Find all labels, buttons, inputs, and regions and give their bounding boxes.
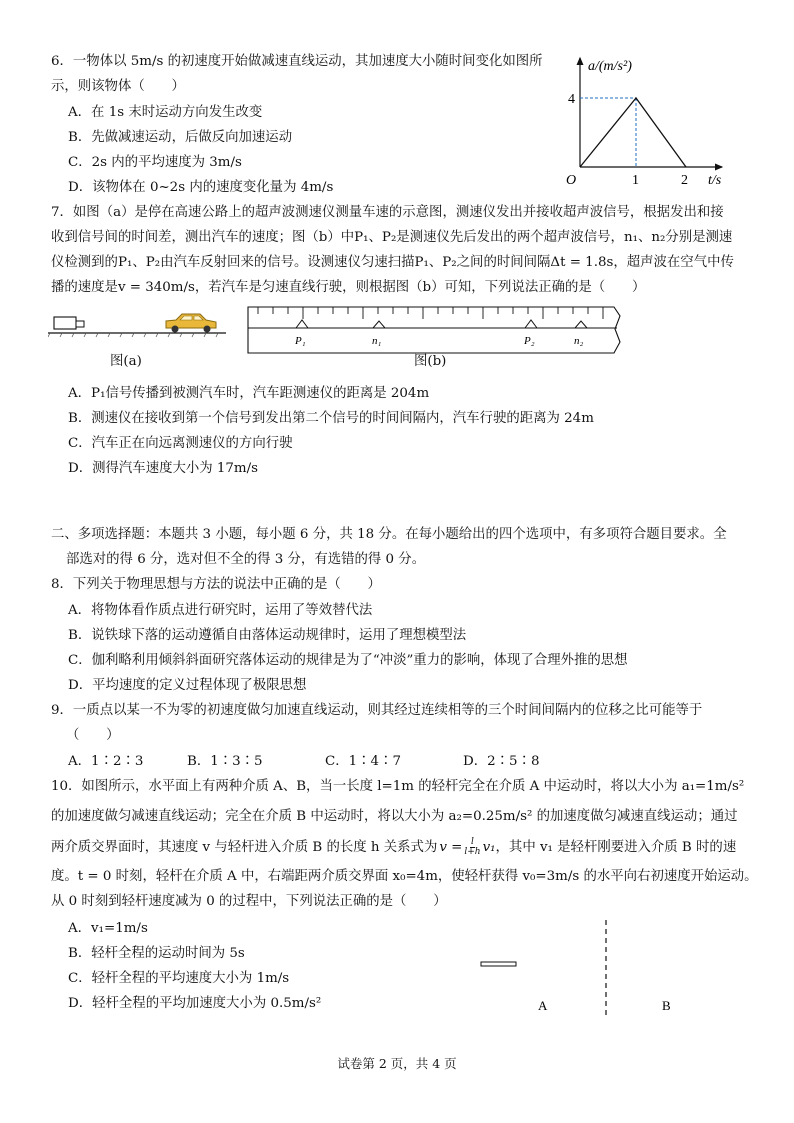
q10-stem-line3 [51,838,736,857]
q9-stem-line2: （ ） [66,728,120,743]
section2-heading-line2: 部选对的得 6 分，选对但不全的得 3 分，有选错的得 0 分。 [66,552,426,567]
q7-option-c: C．汽车正在向远离测速仪的方向行驶 [68,436,293,451]
q7-stem-line1: 7．如图（a）是停在高速公路上的超声波测速仪测量车速的示意图，测速仪发出并接收超声波信号，根据发出和接 [51,205,724,220]
q6-triangle-curve [580,98,686,167]
q6-acceleration-graph [560,50,735,190]
speed-gun-icon [54,317,76,329]
q6-stem-line2: 示，则该物体（ ） [51,79,185,94]
q10-option-a: A．v₁=1m/s [68,921,148,936]
q10-formula-fraction [464,838,480,857]
q7-option-d: D．测得汽车速度大小为 17m/s [68,461,259,476]
q8-option-c: C．伽利略利用倾斜斜面研究落体运动的规律是为了“冲淡”重力的影响，体现了合理外推的思想 [68,653,628,668]
label-n2: n₂ [574,335,584,347]
q10-stem-line2: 的加速度做匀减速直线运动；完全在介质 B 中运动时，将以大小为 a₂=0.25m/s² 的加速度做匀减速直线运动；通过 [51,809,738,824]
q10-media-figure [470,918,710,1018]
q8-option-a: A．将物体看作质点进行研究时，运用了等效替代法 [68,603,373,618]
q7-fig-b-caption: 图(b) [414,354,447,369]
q7-stem-line3: 仪检测到的P₁、P₂由汽车反射回来的信号。设测速仪匀速扫描P₁、P₂之间的时间间隔Δt = 1.8s，超声波在空气中传 [51,255,734,270]
q7-fig-a-caption: 图(a) [110,354,142,369]
q10-formula-numerator: l [471,837,474,847]
q7-option-b: B．测速仪在接收到第一个信号到发出第二个信号的时间间隔内，汽车行驶的距离为 24m [68,411,594,426]
q6-origin-label: O [566,173,577,188]
medium-a-label: A [538,998,548,1013]
q6-stem-line1: 6．一物体以 5m/s 的初速度开始做减速直线运动，其加速度大小随时间变化如图所 [51,54,543,69]
q10-line3-prefix: 两介质交界面时，其速度 v 与轻杆进入介质 B 的长度 h 关系式为 [51,839,438,855]
q6-x-tick-1: 1 [632,173,639,188]
q7-figure-a [48,306,228,338]
q10-option-b: B．轻杆全程的运动时间为 5s [68,946,245,961]
q8-option-b: B．说铁球下落的运动遵循自由落体运动规律时，运用了理想模型法 [68,628,467,643]
q6-option-a: A．在 1s 末时运动方向发生改变 [68,105,263,120]
page-footer: 试卷第 2 页，共 4 页 [337,1056,457,1071]
q10-option-c: C．轻杆全程的平均速度大小为 1m/s [68,971,290,986]
q6-option-c: C．2s 内的平均速度为 3m/s [68,155,242,170]
q8-option-d: D．平均速度的定义过程体现了极限思想 [68,678,307,693]
q6-y-tick-4: 4 [568,92,575,107]
q6-x-tick-2: 2 [681,173,688,188]
q8-stem: 8．下列关于物理思想与方法的说法中正确的是（ ） [51,577,381,592]
q6-x-label: t/s [708,173,722,188]
q9-option-b: B．1∶3∶5 [187,754,263,769]
q9-option-a: A．1∶2∶3 [68,754,144,769]
q9-option-c: C．1∶4∶7 [325,754,401,769]
q6-y-label: a/(m/s²) [588,59,632,74]
q10-stem-line4: 度。t = 0 时刻，轻杆在介质 A 中，右端距两介质交界面 x₀=4m，使轻杆获得 v₀=3m/s 的水平向右初速度开始运动。 [51,869,758,884]
q7-figure-b [244,306,628,354]
section2-heading-line1: 二、多项选择题：本题共 3 小题，每小题 6 分，共 18 分。在每小题给出的四个选项中，有多项符合题目要求。全 [51,527,727,542]
q10-formula-denominator: l+h [464,847,481,857]
q6-option-d: D．该物体在 0~2s 内的速度变化量为 4m/s [68,180,334,195]
label-p1: P₁ [295,335,306,347]
q10-formula-v1: v₁ [482,839,496,855]
q10-option-d: D．轻杆全程的平均加速度大小为 0.5m/s² [68,996,322,1011]
q7-stem-line4: 播的速度是v = 340m/s，若汽车是匀速直线行驶，则根据图（b）可知，下列说法正确的是（ ） [51,280,646,295]
q7-option-a: A．P₁信号传播到被测汽车时，汽车距测速仪的距离是 204m [68,386,430,401]
q9-stem-line1: 9．一质点以某一不为零的初速度做匀加速直线运动，则其经过连续相等的三个时间间隔内的位移之比可能等于 [51,703,703,718]
q10-line3-suffix: ，其中 v₁ 是轻杆刚要进入介质 B 时的速 [495,839,737,855]
light-rod [481,962,516,966]
q10-formula-v: v = [439,839,463,855]
medium-b-label: B [662,998,671,1013]
q6-option-b: B．先做减速运动，后做反向加速运动 [68,130,293,145]
q7-stem-line2: 收到信号间的时间差，测出汽车的速度；图（b）中P₁、P₂是测速仪先后发出的两个超声波信号，n₁、n₂分别是测速 [51,230,733,245]
label-p2: P₂ [524,335,535,347]
q9-option-d: D．2∶5∶8 [463,754,540,769]
q10-stem-line1: 10．如图所示，水平面上有两种介质 A、B，当一长度 l=1m 的轻杆完全在介质 A 中运动时，将以大小为 a₁=1m/s² [51,779,745,794]
q10-stem-line5: 从 0 时刻到轻杆速度减为 0 的过程中，下列说法正确的是（ ） [51,894,447,909]
label-n1: n₁ [372,335,382,347]
